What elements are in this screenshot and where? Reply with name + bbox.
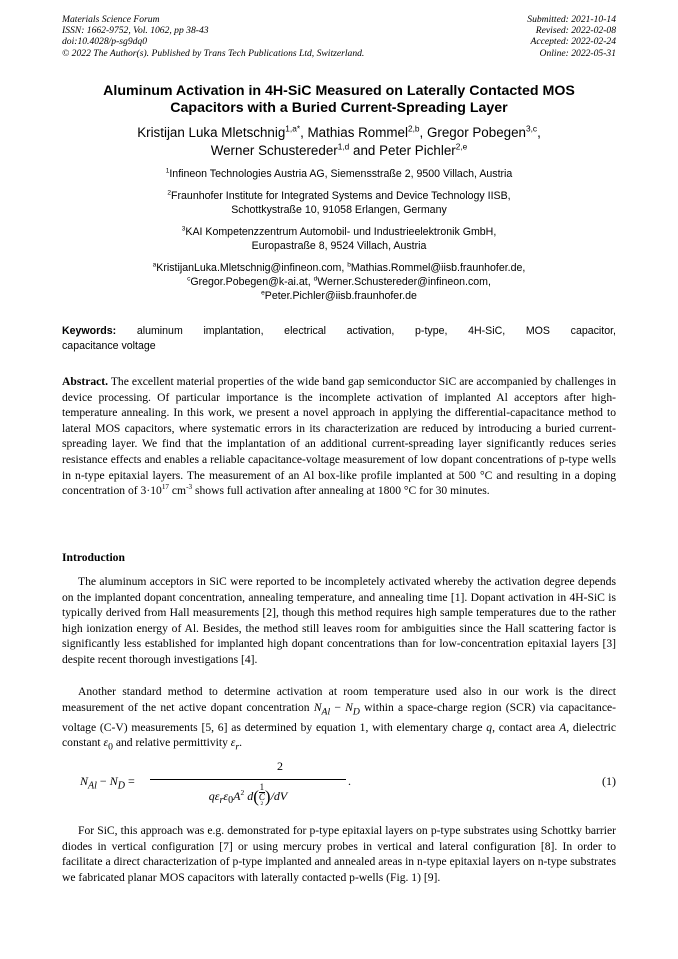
equation-numerator: 2: [277, 759, 283, 773]
affiliation-1: [40, 167, 638, 181]
math-paren: ): [264, 787, 271, 806]
math-symbol: ε: [103, 736, 109, 750]
journal-name: Materials Science Forum: [62, 14, 160, 25]
email-list: [40, 261, 638, 303]
keywords: [62, 324, 616, 353]
paper-title: [50, 83, 628, 117]
equation-number: (1): [602, 774, 616, 788]
submission-dates: [527, 14, 616, 59]
affiliation-address: Europastraße 8, 9524 Villach, Austria: [251, 240, 427, 252]
author-superscript: 1,a*: [285, 123, 301, 134]
affiliation-superscript: 1: [165, 167, 170, 175]
math-symbol: N: [345, 700, 353, 714]
math-subscript: Al: [88, 780, 97, 792]
exponent: 17: [161, 483, 169, 492]
author-superscript: 2,e: [455, 141, 468, 152]
paragraph-text: , contact area: [492, 720, 560, 734]
email-link[interactable]: Werner.Schustereder@infineon.com,: [317, 276, 491, 288]
abstract: [62, 374, 616, 499]
affiliation-superscript: 2: [167, 189, 172, 197]
author-name: Gregor Pobegen: [426, 125, 526, 140]
math-subscript: 0: [108, 741, 113, 753]
affiliation-2: [40, 189, 638, 217]
title-line-2: Capacitors with a Buried Current-Spreading Layer: [170, 100, 508, 116]
keywords-text: capacitance voltage: [62, 339, 156, 352]
affiliation-address: Schottkystraße 10, 91058 Erlangen, Germany: [231, 204, 447, 216]
math-exponent: 2: [260, 801, 264, 807]
math-symbol: ε: [230, 736, 236, 750]
math-subscript: r: [235, 741, 240, 753]
math-symbol: qε: [208, 788, 220, 803]
math-subscript: D: [117, 780, 125, 792]
math-symbol: ε: [223, 788, 229, 803]
author-name: Peter Pichler: [379, 143, 456, 158]
email-link[interactable]: Peter.Pichler@iisb.fraunhofer.de: [264, 290, 417, 302]
author-name: Werner Schustereder: [210, 143, 338, 158]
equation-period: .: [348, 774, 351, 788]
email-superscript: c: [187, 275, 191, 283]
author-separator: ,: [537, 125, 541, 140]
exponent: -3: [186, 483, 193, 492]
math-operator: −: [96, 774, 110, 788]
author-superscript: 1,d: [337, 141, 350, 152]
online-date: Online: 2022-05-31: [539, 47, 616, 59]
math-symbol: A: [233, 788, 241, 803]
affiliation-3: [40, 225, 638, 253]
email-link[interactable]: KristijanLuka.Mletschnig@infineon.com,: [156, 262, 348, 274]
author-separator: and: [349, 143, 380, 158]
keywords-text: aluminum implantation, electrical activation, p-type, 4H-SiC, MOS capacitor,: [116, 325, 616, 337]
math-symbol: d: [244, 788, 254, 803]
math-subscript: 0: [228, 795, 234, 807]
doi-line: doi:10.4028/p-sg9dq0: [62, 36, 148, 48]
email-superscript: b: [347, 261, 351, 269]
author-name: Kristijan Luka Mletschnig: [137, 125, 286, 140]
intro-paragraph-3: For SiC, this approach was e.g. demonstrated for p-type epitaxial layers on p-type substrates using Schottky barrier diodes in vertical configuration [7] or using mercury probes in vertical and lateral configuration [8]. In order to facilitate a direct characterization of p-type implanted and annealed areas in n-type epitaxial layers on n-type substrates we fabricated planar MOS capacitors with laterally contacted p-wells (Fig. 1) [9].: [62, 824, 616, 884]
abstract-text: cm: [169, 484, 187, 498]
keywords-label: Keywords:: [62, 325, 117, 337]
math-symbol: N: [80, 774, 89, 788]
email-link[interactable]: Gregor.Pobegen@k-ai.at,: [190, 276, 314, 288]
math-symbol: A: [559, 720, 567, 734]
inner-numerator: 1: [259, 782, 265, 792]
affiliation-text: Fraunhofer Institute for Integrated Systems and Device Technology IISB,: [171, 190, 511, 202]
paragraph-text: Another standard method to determine activation at room temperature used also in our work is the direct measurement of the net active dopant concentration: [62, 685, 616, 714]
email-superscript: d: [313, 275, 318, 283]
author-superscript: 3,c: [526, 123, 538, 134]
abstract-text: The excellent material properties of the wide band gap semiconductor SiC are accompanied by challenges in device processing. Of particular importance is the incomplete activation of implanted Al acceptors after high-temperature annealing. In this work, we present a novel approach in applying the differential-capacitance method to lateral MOS capacitors, where systematic errors in its characterization are reduced by introducing a buried current-spreading layer. We find that the implantation of an additional current-spreading layer significantly reduces series resistance effects and enables a reliable capacitance-voltage measurement of low dopant concentrations of p-type wells in n-type epitaxial layers. The measurement of an Al box-like profile implanted at 500 °C and resulting in a doping concentration of 3·10: [62, 375, 616, 498]
submitted-date: Submitted: 2021-10-14: [527, 14, 616, 25]
math-subscript: Al: [321, 705, 331, 717]
math-subscript: r: [219, 795, 224, 807]
intro-paragraph-1: The aluminum acceptors in SiC were reported to be incompletely activated whereby the activation degree depends on the implanted dopant concentration, annealing temperature, and annealing time [1]. Dopant activation in 4H-SiC is typically derived from Hall measurements [2], though this method requires high sample temperatures due to the rather high ionization energy of Al. Besides, the method still leaves room for ambiguities since the Hall scattering factor is significantly less established for implanted high dopant concentrations than for low-concentration epitaxial layers [3] despite recent thorough investigations [4].: [62, 575, 616, 666]
paragraph-text: within a space-charge region (SCR) via capacitance-voltage (C-V) measurements [5, 6] as determined by equation 1, with elementary charge: [62, 700, 616, 734]
email-superscript: a: [152, 261, 157, 269]
fraction-bar: [150, 779, 346, 780]
affiliation-text: KAI Kompetenzzentrum Automobil- und Industrieelektronik GmbH,: [185, 226, 497, 238]
math-operator: −: [330, 700, 346, 714]
author-separator: ,: [300, 125, 308, 140]
author-name: Mathias Rommel: [307, 125, 408, 140]
math-exponent: 2: [240, 787, 245, 797]
math-paren: (: [253, 787, 259, 806]
abstract-text: shows full activation after annealing at 1800 °C for 30 minutes.: [192, 484, 490, 498]
paragraph-text: , dielectric constant: [62, 720, 616, 750]
math-symbol: q: [486, 720, 493, 734]
abstract-label: Abstract.: [62, 375, 109, 388]
paragraph-text: .: [239, 736, 243, 750]
email-superscript: e: [261, 289, 265, 297]
equation-1: [80, 757, 616, 809]
math-symbol: C: [258, 792, 265, 802]
intro-paragraph-2: [62, 684, 616, 755]
paragraph-text: and relative permittivity: [112, 736, 231, 750]
author-separator: ,: [419, 125, 427, 140]
revised-date: Revised: 2022-02-08: [535, 25, 616, 37]
author-superscript: 2,b: [407, 123, 420, 134]
math-operator: =: [124, 774, 135, 788]
copyright-line: © 2022 The Author(s). Published by Trans Tech Publications Ltd, Switzerland.: [62, 47, 365, 59]
math-symbol: N: [109, 774, 118, 788]
math-symbol: N: [313, 700, 322, 714]
math-symbol: /dV: [270, 788, 288, 803]
affiliation-text: Infineon Technologies Austria AG, Siemensstraße 2, 9500 Villach, Austria: [169, 168, 513, 180]
section-heading: Introduction: [62, 551, 125, 564]
math-subscript: D: [352, 705, 360, 717]
issn-line: ISSN: 1662-9752, Vol. 1062, pp 38-43: [62, 25, 209, 37]
title-line-1: Aluminum Activation in 4H-SiC Measured on Laterally Contacted MOS: [103, 83, 575, 99]
journal-info: [62, 14, 364, 59]
author-list: [50, 124, 628, 160]
email-link[interactable]: Mathias.Rommel@iisb.fraunhofer.de,: [350, 262, 526, 274]
affiliation-superscript: 3: [181, 225, 186, 233]
accepted-date: Accepted: 2022-02-24: [530, 36, 616, 48]
equation-lhs: [80, 774, 135, 791]
equation-denominator: [152, 783, 344, 811]
